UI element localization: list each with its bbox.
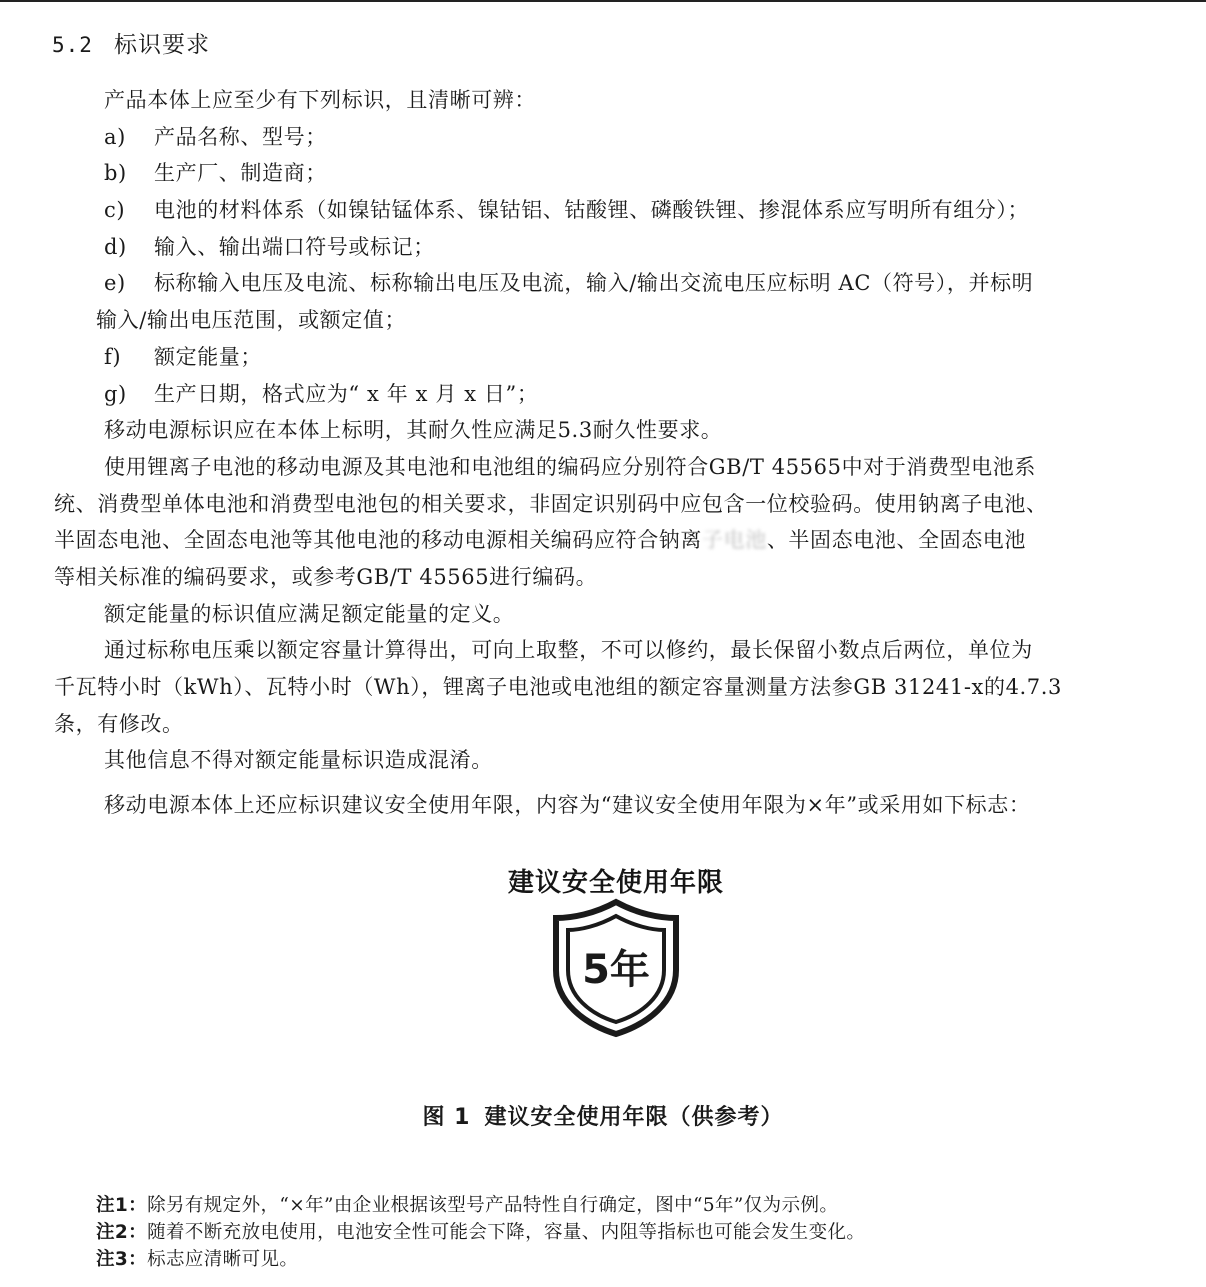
energy-calc-line-1: 通过标称电压乘以额定容量计算得出，可向上取整，不可以修约，最长保留小数点后两位，单位为 bbox=[104, 638, 1033, 663]
coding-line-3-start: 半固态电池、全固态电池等其他电池的移动电源相关编码应符合钠离 bbox=[54, 528, 702, 553]
note-text: 除另有规定外，“×年”由企业根据该型号产品特性自行确定，图中“5年”仅为示例。 bbox=[147, 1195, 839, 1216]
note-text: 随着不断充放电使用，电池安全性可能会下降，容量、内阻等指标也可能会发生变化。 bbox=[147, 1222, 866, 1243]
coding-paragraph-line-4: 等相关标准的编码要求，或参考GB/T 45565进行编码。 bbox=[54, 564, 598, 589]
list-marker: d) bbox=[104, 234, 127, 259]
safety-lifespan-badge bbox=[500, 858, 740, 1058]
notes-block bbox=[96, 1192, 1176, 1273]
coding-line-3-end: 、半固态电池、全固态电池 bbox=[766, 528, 1027, 553]
note-3 bbox=[96, 1246, 1176, 1273]
section-body bbox=[54, 82, 1154, 824]
coding-paragraph-line-3 bbox=[54, 522, 1154, 559]
list-marker: b) bbox=[104, 161, 127, 186]
energy-calc-line-3: 条，有修改。 bbox=[54, 711, 184, 736]
section-number: 5.2 bbox=[52, 33, 93, 57]
note-text: 标志应清晰可见。 bbox=[147, 1249, 299, 1270]
note-2 bbox=[96, 1219, 1176, 1246]
note-label: 注1： bbox=[96, 1195, 148, 1216]
list-item-text: 产品名称、型号； bbox=[154, 124, 327, 149]
intro-paragraph: 产品本体上应至少有下列标识，且清晰可辨： bbox=[104, 88, 536, 112]
list-item-g bbox=[54, 376, 1154, 413]
badge-value: 5年 bbox=[582, 947, 650, 993]
list-item-f bbox=[54, 339, 1154, 376]
section-title: 标识要求 bbox=[114, 32, 210, 58]
figure-caption-text: 建议安全使用年限（供参考） bbox=[484, 1105, 784, 1130]
list-item-e-continuation: 输入/输出电压范围，或额定值； bbox=[96, 308, 407, 333]
list-marker: a) bbox=[104, 124, 126, 149]
note-label: 注2： bbox=[96, 1222, 148, 1243]
obscured-text: 子电池 bbox=[702, 528, 767, 553]
lifespan-paragraph: 移动电源本体上还应标识建议安全使用年限，内容为“建议安全使用年限为×年”或采用如下标志： bbox=[104, 793, 1031, 818]
section-heading bbox=[52, 28, 210, 62]
list-item-c bbox=[54, 192, 1154, 229]
durability-paragraph: 移动电源标识应在本体上标明，其耐久性应满足5.3耐久性要求。 bbox=[104, 418, 723, 443]
list-item-text: 输入、输出端口符号或标记； bbox=[154, 234, 435, 259]
badge-title: 建议安全使用年限 bbox=[507, 868, 724, 898]
no-confusion-paragraph: 其他信息不得对额定能量标识造成混淆。 bbox=[104, 748, 493, 773]
energy-calc-line-2: 千瓦特小时（kWh）、瓦特小时（Wh），锂离子电池或电池组的额定容量测量方法参GB 31241-x的4.7.3 bbox=[54, 675, 1062, 699]
list-item-a bbox=[54, 119, 1154, 156]
list-item-text: 生产日期，格式应为“ x 年 x 月 x 日”； bbox=[154, 381, 539, 406]
list-item-e bbox=[54, 265, 1154, 302]
list-marker: g) bbox=[104, 381, 127, 406]
list-marker: e) bbox=[104, 271, 126, 296]
list-item-text: 电池的材料体系（如镍钴锰体系、镍钴铝、钴酸锂、磷酸铁锂、掺混体系应写明所有组分）； bbox=[154, 198, 1030, 223]
list-item-text: 生产厂、制造商； bbox=[154, 161, 327, 186]
list-marker: c) bbox=[104, 198, 126, 223]
note-1 bbox=[96, 1192, 1176, 1219]
list-item-text: 标称输入电压及电流、标称输出电压及电流，输入/输出交流电压应标明 AC（符号），并标明 bbox=[154, 271, 1034, 296]
figure-number: 图 1 bbox=[422, 1105, 471, 1130]
list-marker: f) bbox=[104, 344, 122, 369]
coding-paragraph-line-1: 使用锂离子电池的移动电源及其电池和电池组的编码应分别符合GB/T 45565中对于消费型电池系 bbox=[104, 454, 1036, 479]
coding-paragraph-line-2: 统、消费型单体电池和消费型电池包的相关要求，非固定识别码中应包含一位校验码。使用钠离子电池、 bbox=[54, 491, 1048, 516]
figure-caption bbox=[0, 1100, 1206, 1131]
list-item-b bbox=[54, 155, 1154, 192]
note-label: 注3： bbox=[96, 1249, 148, 1270]
list-item-d bbox=[54, 229, 1154, 266]
energy-definition-paragraph: 额定能量的标识值应满足额定能量的定义。 bbox=[104, 601, 515, 626]
list-item-text: 额定能量； bbox=[154, 344, 262, 369]
